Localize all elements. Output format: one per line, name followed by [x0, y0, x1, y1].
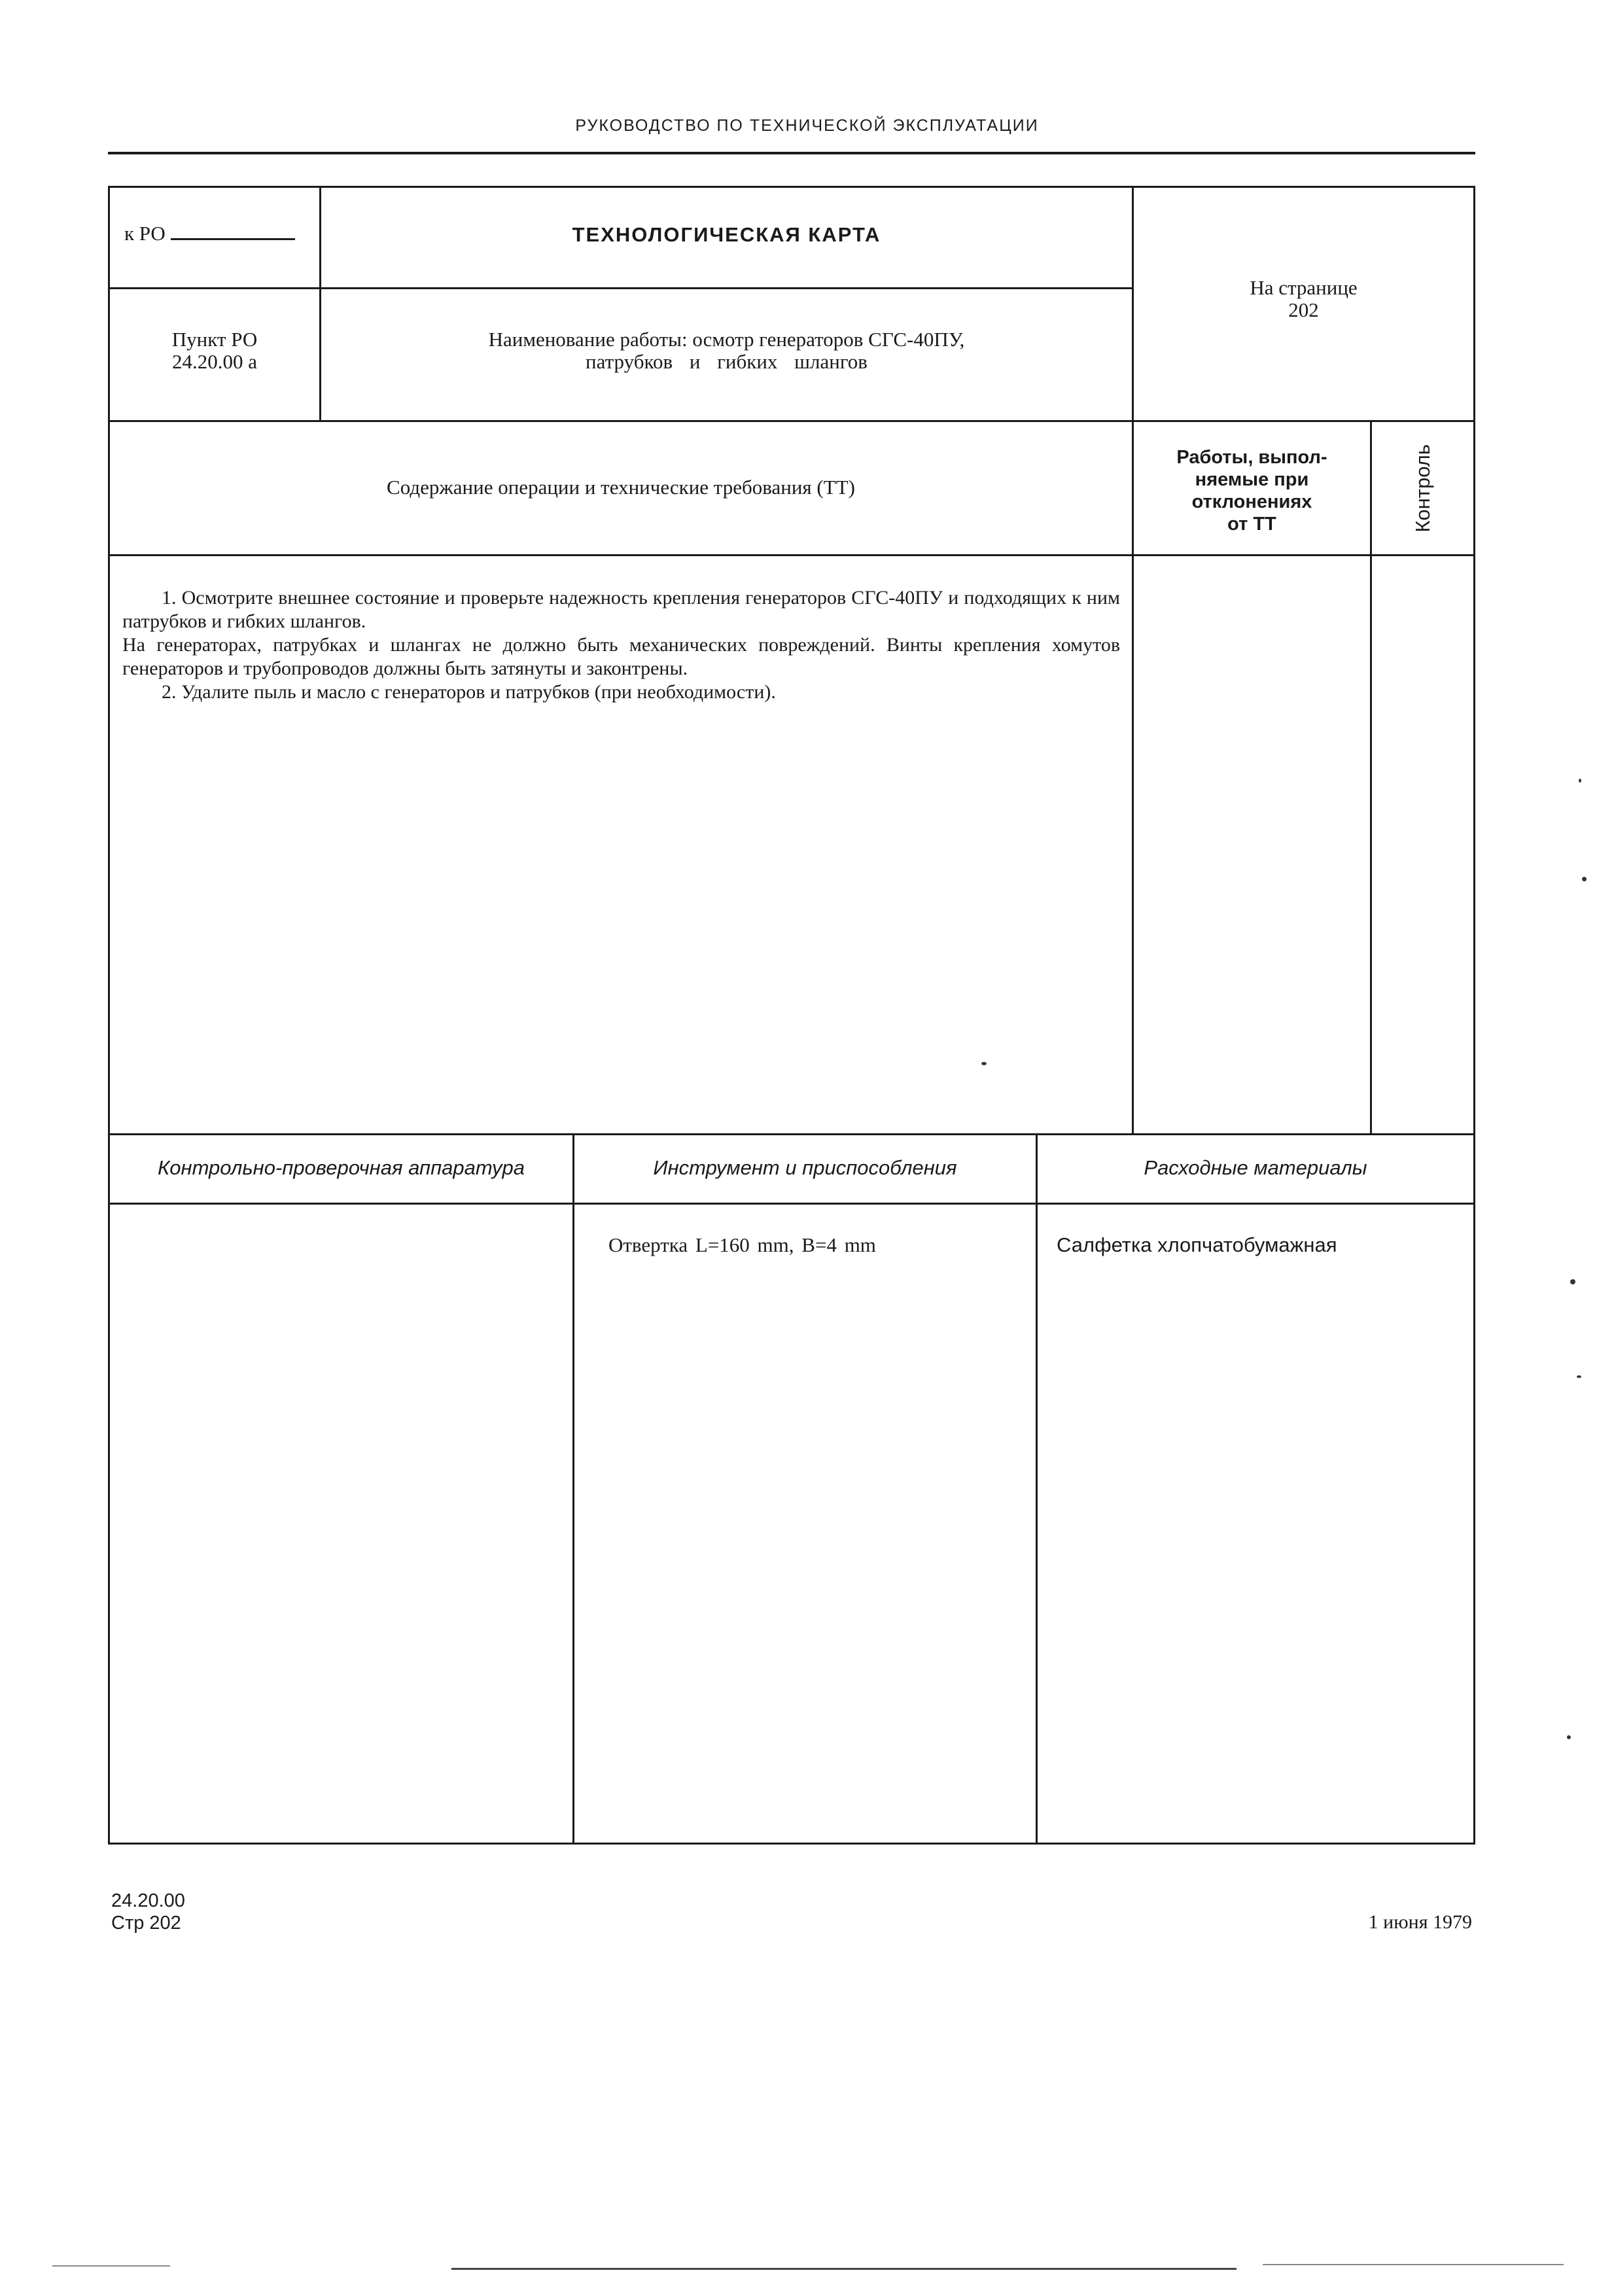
control-column-header: Контроль	[1411, 444, 1434, 533]
header-mid-rule	[108, 287, 1134, 289]
content-step-2: 2. Удалите пыль и масло с генераторов и патрубков (при необходимости).	[162, 681, 776, 703]
deviation-header-line-1: Работы, выпол-	[1176, 447, 1327, 468]
work-name-line-1: Наименование работы: осмотр генераторов СГС-40ПУ,	[488, 328, 965, 351]
content-requirement: На генераторах, патрубках и шлангах не должно быть механических повреждений. Винты крепления хомутов генераторов и трубопроводов должны быть затянуты и законтрены.	[122, 634, 1120, 679]
colhead-bottom-rule	[108, 554, 1475, 556]
deviation-header-line-4: от ТТ	[1227, 514, 1276, 535]
materials-header: Расходные материалы	[1144, 1156, 1367, 1179]
work-name-line-2: патрубков и гибких шлангов	[586, 350, 868, 373]
materials-value: Салфетка хлопчатобумажная	[1057, 1233, 1337, 1256]
operation-content	[122, 586, 1120, 704]
frame-right	[1473, 186, 1475, 1845]
scan-speck	[1582, 877, 1587, 881]
scan-bottom-line-right	[1263, 2264, 1564, 2265]
scan-bottom-line-faint	[52, 2265, 170, 2267]
deviation-header-line-2: няемые при	[1195, 469, 1309, 490]
footer-section: 24.20.00	[111, 1890, 185, 1911]
k-ro-blank	[171, 221, 295, 240]
k-ro-label: к РО	[124, 222, 166, 245]
scan-speck	[1570, 1279, 1575, 1284]
lower-divider-2	[1036, 1133, 1038, 1845]
equipment-header: Контрольно-проверочная аппаратура	[158, 1156, 525, 1179]
work-name-cell	[321, 328, 1132, 373]
deviation-header-line-3: отклонениях	[1191, 491, 1312, 512]
footer-left	[111, 1890, 185, 1934]
lower-header-rule	[108, 1203, 1475, 1205]
scan-bottom-line	[451, 2268, 1237, 2270]
scan-speck	[1567, 1735, 1571, 1739]
deviation-column-header	[1134, 446, 1370, 535]
lower-divider-1	[572, 1133, 574, 1845]
content-column-header: Содержание операции и технические требования (ТТ)	[387, 476, 855, 499]
card-title: ТЕХНОЛОГИЧЕСКАЯ КАРТА	[572, 223, 881, 246]
page-ref-cell	[1134, 277, 1473, 321]
page-ref-label: На странице	[1250, 276, 1358, 299]
header-rule	[108, 152, 1475, 154]
header-bottom-rule	[108, 420, 1475, 422]
footer-page: Стр 202	[111, 1913, 181, 1934]
scan-speck	[981, 1062, 987, 1065]
punkt-value: 24.20.00 а	[171, 350, 257, 373]
footer-date: 1 июня 1979	[1368, 1911, 1472, 1933]
k-ro-cell	[124, 221, 307, 245]
frame-left	[108, 186, 110, 1845]
tools-header: Инструмент и приспособления	[653, 1156, 957, 1179]
frame-bottom	[108, 1843, 1475, 1845]
lower-top-rule	[108, 1133, 1475, 1135]
tools-value: Отвертка L=160 mm, B=4 mm	[608, 1233, 876, 1256]
page-ref-number: 202	[1288, 298, 1319, 321]
punkt-label: Пункт РО	[171, 328, 258, 351]
scan-speck	[1577, 1375, 1581, 1378]
control-column-header-cell	[1372, 422, 1473, 554]
punkt-cell	[110, 328, 319, 373]
scan-speck	[1579, 779, 1581, 783]
header-divider-1	[319, 186, 321, 421]
running-header: РУКОВОДСТВО ПО ТЕХНИЧЕСКОЙ ЭКСПЛУАТАЦИИ	[575, 116, 1039, 135]
content-step-1: 1. Осмотрите внешнее состояние и проверьте надежность крепления генераторов СГС-40ПУ и подходящих к ним патрубков и гибких шлангов.	[122, 587, 1120, 632]
frame-top	[108, 186, 1475, 188]
